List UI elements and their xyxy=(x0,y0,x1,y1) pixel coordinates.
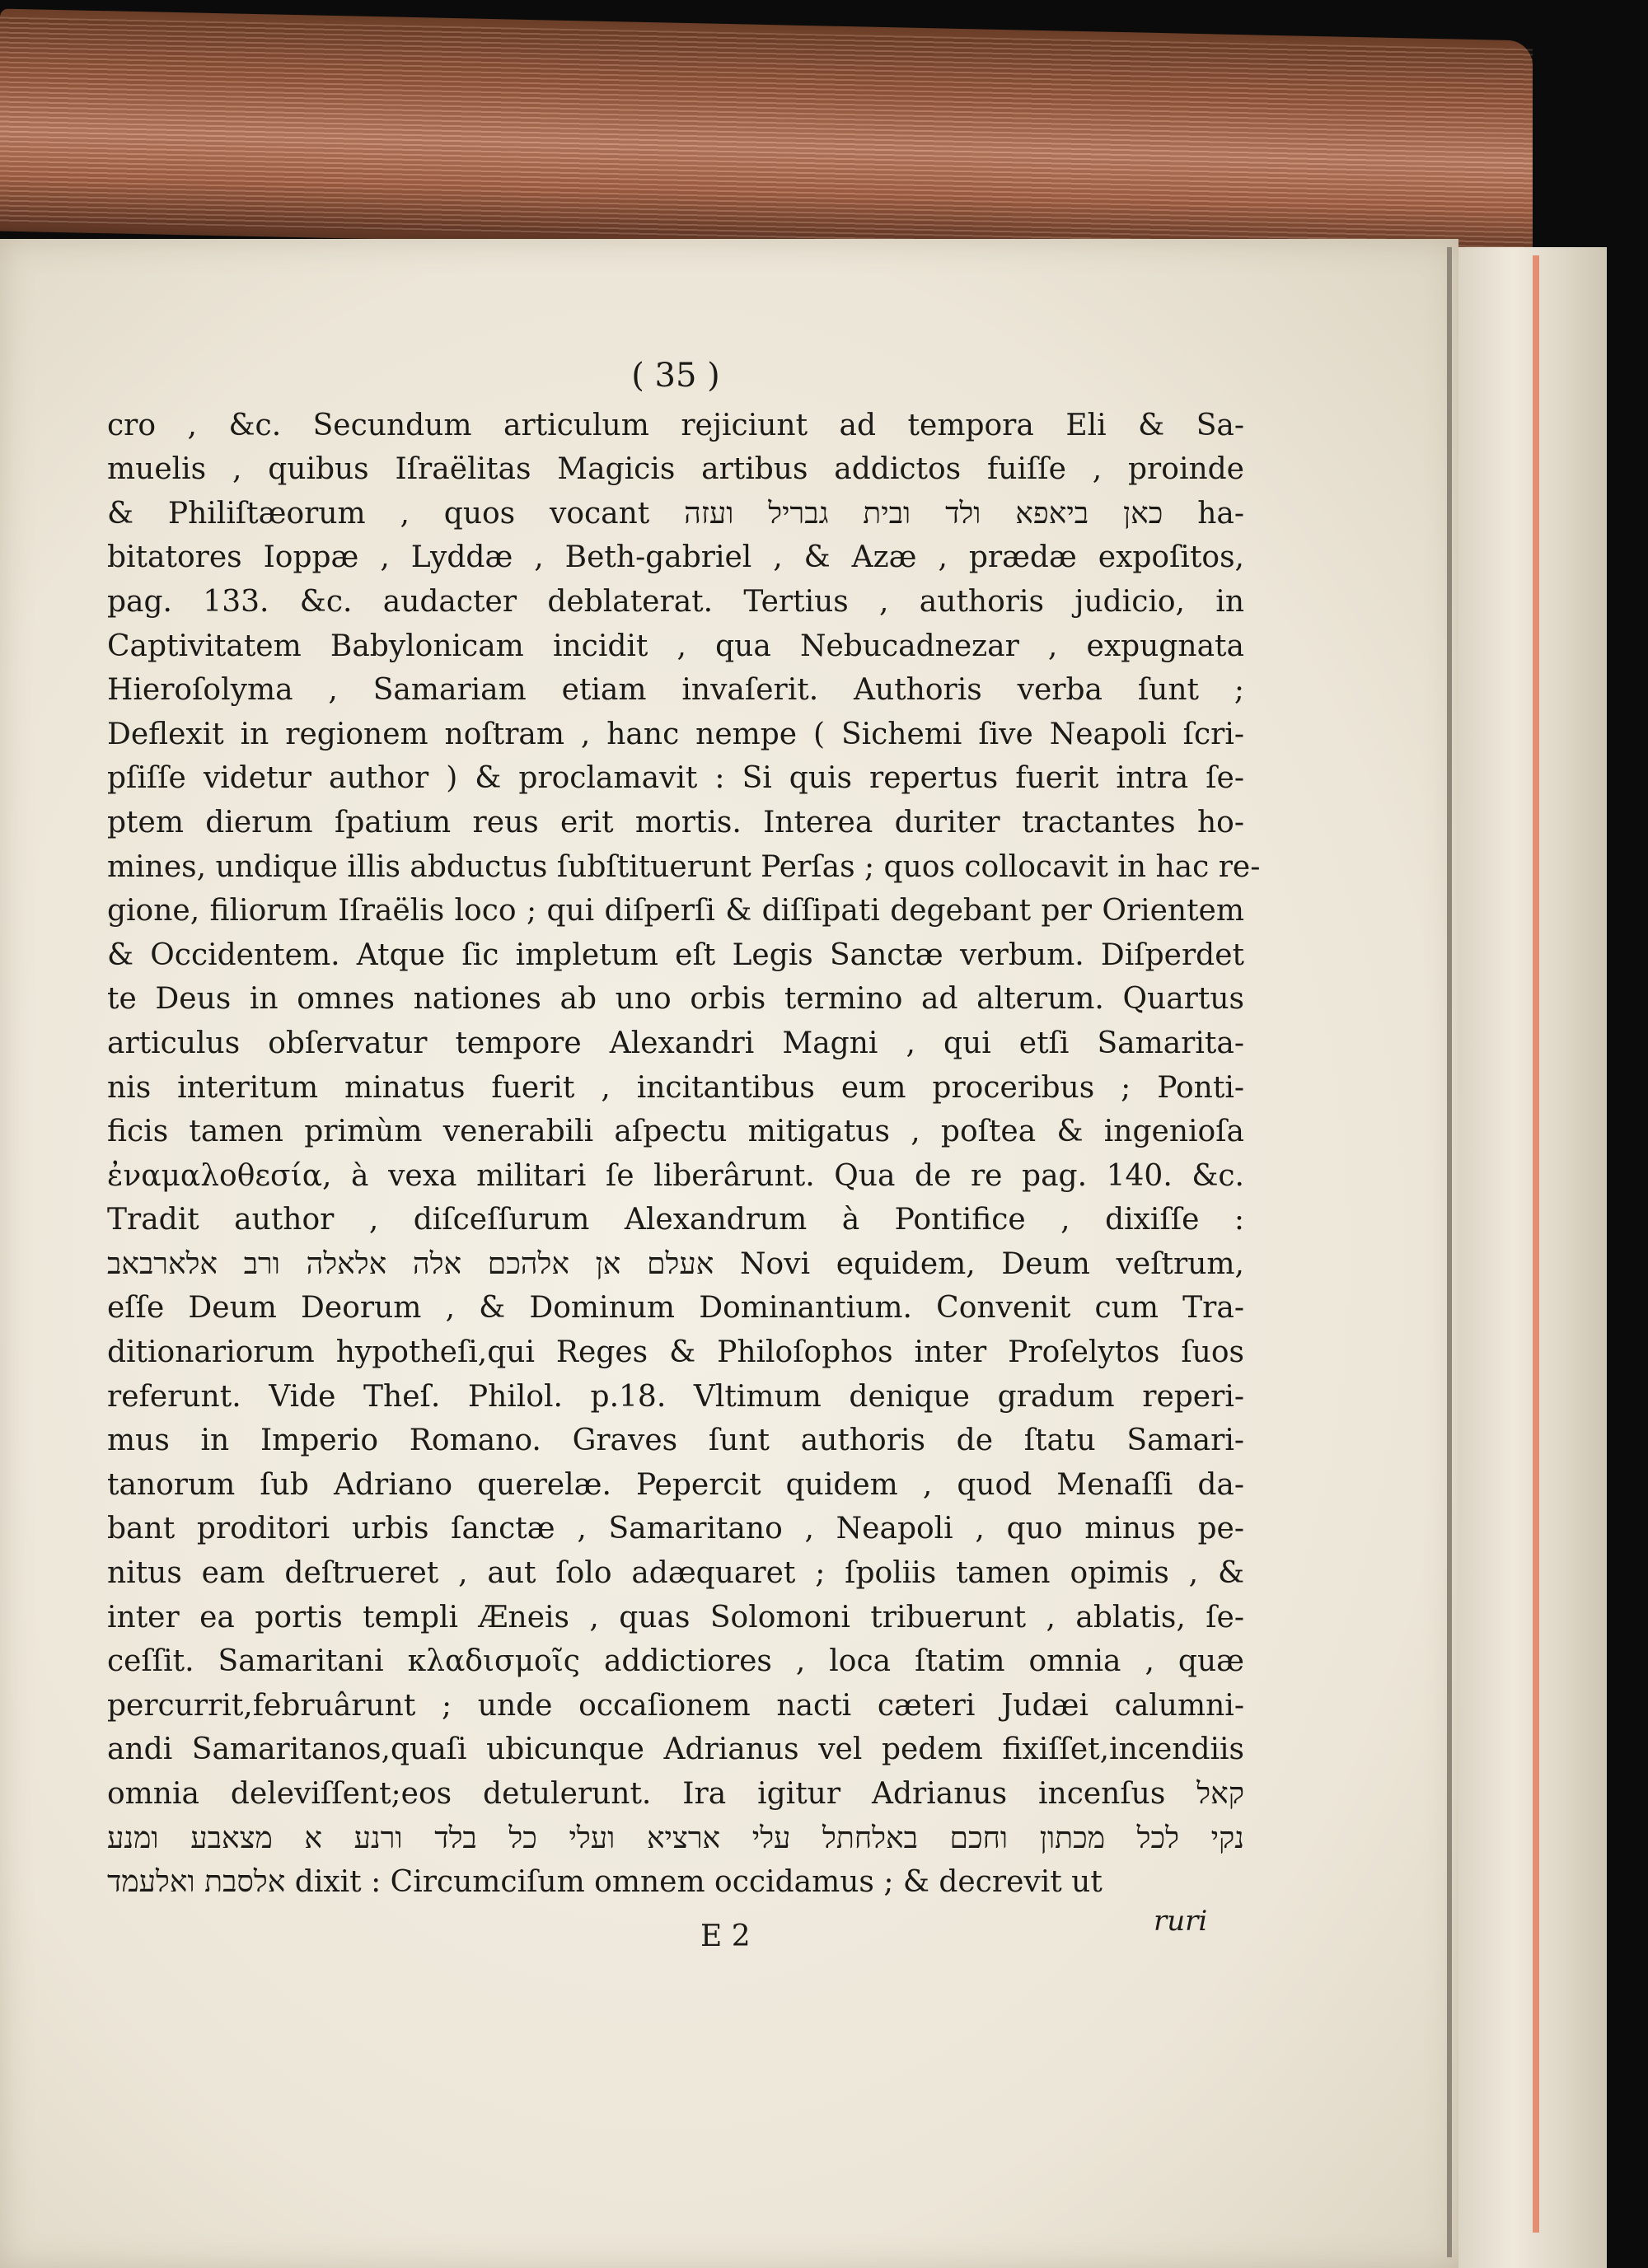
page-fold-line xyxy=(1447,247,1452,2257)
text-line: Deflexit in regionem noſtram , hanc nempe ( Sichemi ſive Neapoli ſcri- xyxy=(107,717,1244,751)
text-line: cro , &c. Secundum articulum rejiciunt ad tempora Eli & Sa- xyxy=(107,408,1244,442)
text-line: אלסבת ואלעמד dixit : Circumciſum omnem occidamus ; & decrevit ut xyxy=(107,1865,1103,1900)
page-edge-red-stripe xyxy=(1533,255,1539,2233)
text-line: ptem dierum ſpatium reus erit mortis. Interea duriter tractantes ho- xyxy=(107,805,1244,839)
text-line: Captivitatem Babylonicam incidit , qua Nebucadnezar , expugnata xyxy=(107,629,1244,663)
text-line: Tradit author , diſceſſurum Alexandrum à Pontifice , dixiſſe : xyxy=(107,1203,1244,1237)
text-line: pag. 133. &c. audacter deblaterat. Tertius , authoris judicio, in xyxy=(107,584,1244,619)
text-line: omnia deleviſſent;eos detulerunt. Ira igitur Adrianus incenſus קאל xyxy=(107,1777,1244,1811)
text-line: referunt. Vide Theſ. Philol. p.18. Vltimum denique gradum reperi- xyxy=(107,1379,1244,1414)
page-block-side xyxy=(1450,247,1607,2268)
page-number: ( 35 ) xyxy=(631,357,720,395)
text-line: mus in Imperio Romano. Graves ſunt authoris de ſtatu Samari- xyxy=(107,1424,1244,1458)
text-line: tanorum ſub Adriano querelæ. Pepercit quidem , quod Menaſſi da- xyxy=(107,1467,1244,1502)
page-text-block xyxy=(107,354,1261,1905)
signature-mark: E 2 xyxy=(700,1920,751,1953)
text-line: te Deus in omnes nationes ab uno orbis termino ad alterum. Quartus xyxy=(107,982,1244,1017)
catchword: ruri xyxy=(1154,1905,1208,1938)
text-line: & Occidentem. Atque ſic impletum eſt Legis Sanctæ verbum. Diſperdet xyxy=(107,938,1244,972)
text-line: & Philiſtæorum , quos vocant כאן ביאפא ולד ובית גבריל ועזה ha- xyxy=(107,496,1245,531)
text-line: ceſſit. Samaritani κλαδισμοῖς addictiores , loca ſtatim omnia , quæ xyxy=(107,1644,1244,1679)
text-line: mines, undique illis abductus ſubſtituerunt Perſas ; quos collocavit in hac re- xyxy=(107,849,1261,884)
text-line: gione, filiorum Iſraëlis loco ; qui diſperſi & diſſipati degebant per Orientem xyxy=(107,894,1244,928)
text-line: inter ea portis templi Æneis , quas Solomoni tribuerunt , ablatis, ſe- xyxy=(107,1600,1244,1634)
text-line: ficis tamen primùm venerabili aſpectu mitigatus , poſtea & ingenioſa xyxy=(107,1115,1244,1149)
text-line: nitus eam deſtrueret , aut ſolo adæquaret ; ſpoliis tamen opimis , & xyxy=(107,1556,1244,1591)
text-line: bitatores Ioppæ , Lyddæ , Beth-gabriel , & Azæ , prædæ expoſitos, xyxy=(107,540,1244,575)
text-line: nis interitum minatus fuerit , incitantibus eum proceribus ; Ponti- xyxy=(107,1070,1244,1105)
text-line: percurrit,februârunt ; unde occaſionem nacti cæteri Judæi calumni- xyxy=(107,1688,1244,1723)
text-line: muelis , quibus Iſraëlitas Magicis artibus addictos fuiſſe , proinde xyxy=(107,452,1244,487)
text-line: אעלם אן אלהכם אלה אלאלה ורב אלארבאב Novi equidem, Deum veſtrum, xyxy=(107,1246,1244,1281)
text-line: eſſe Deum Deorum , & Dominum Dominantium. Convenit cum Tra- xyxy=(107,1291,1244,1326)
text-lines xyxy=(107,404,1261,1905)
text-line: bant proditori urbis ſanctæ , Samaritano , Neapoli , quo minus pe- xyxy=(107,1512,1244,1546)
text-line: ἐναμαλοθεσία, à vexa militari ſe liberârunt. Qua de re pag. 140. &c. xyxy=(107,1158,1244,1193)
text-line: ditionariorum hypotheſi,qui Reges & Philoſophos inter Proſelytos ſuos xyxy=(107,1335,1244,1370)
text-line: נקי לכל מכתון וחכם באלחתל עלי ארציא ועלי כל בלד ורנע א מצאבע ומנע xyxy=(107,1821,1244,1855)
text-line: andi Samaritanos,quaſi ubicunque Adrianus vel pedem fixiſſet,incendiis xyxy=(107,1733,1244,1767)
book-edge-texture xyxy=(0,17,1533,255)
text-line: pſiſſe videtur author ) & proclamavit : Si quis repertus fuerit intra ſe- xyxy=(107,761,1244,796)
text-line: articulus obſervatur tempore Alexandri Magni , qui etſi Samarita- xyxy=(107,1026,1244,1060)
text-line: Hieroſolyma , Samariam etiam invaſerit. Authoris verba ſunt ; xyxy=(107,673,1244,708)
